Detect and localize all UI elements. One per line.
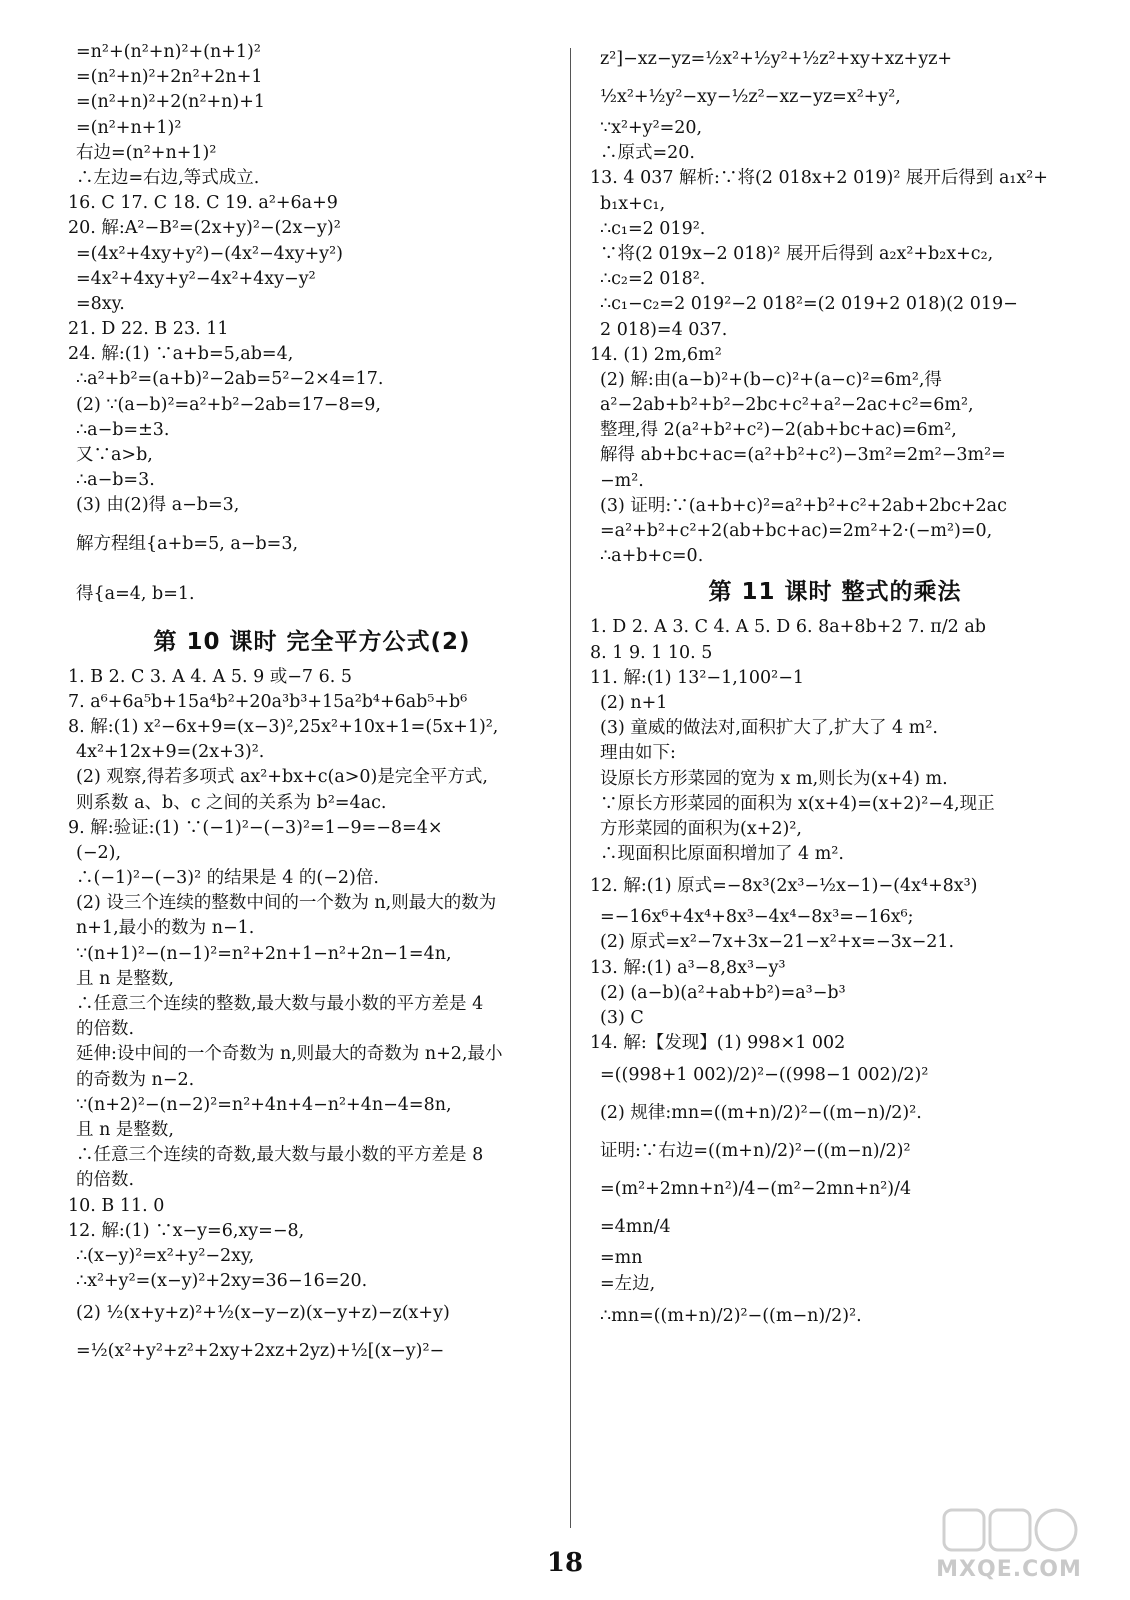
text-line: ∴a−b=3. — [76, 470, 155, 491]
text-line: 14. 解:【发现】(1) 998×1 002 — [590, 1033, 846, 1054]
text-line: ∴左边=右边,等式成立. — [76, 167, 260, 188]
text-line: 又∵a>b, — [76, 445, 153, 465]
text-line: ∴原式=20. — [600, 143, 695, 164]
text-line: 得{a=4, b=1. — [76, 583, 195, 604]
left-block-2 — [68, 665, 556, 1371]
text-line: 11. 解:(1) 13²−1,100²−1 — [590, 667, 804, 688]
text-line: (3) C — [600, 1008, 644, 1028]
text-line: (2) 设三个连续的整数中间的一个数为 n,则最大的数为 — [76, 893, 497, 914]
text-line: ∴a+b+c=0. — [600, 546, 704, 567]
text-line: =(n²+n+1)² — [76, 117, 182, 138]
text-line: 1. D 2. A 3. C 4. A 5. D 6. 8a+8b+2 7. π/2 ab — [590, 617, 987, 638]
text-line: (3) 童威的做法对,面积扩大了,扩大了 4 m². — [600, 718, 938, 739]
text-line: 9. 解:验证:(1) ∵(−1)²−(−3)²=1−9=−8=4× — [68, 817, 443, 838]
text-line: 12. 解:(1) ∵x−y=6,xy=−8, — [68, 1220, 305, 1241]
text-line: =4x²+4xy+y²−4x²+4xy−y² — [76, 268, 316, 289]
text-line: 24. 解:(1) ∵a+b=5,ab=4, — [68, 344, 294, 365]
column-divider — [570, 48, 571, 1528]
text-line: n+1,最小的数为 n−1. — [76, 918, 255, 939]
text-line: 理由如下: — [600, 743, 676, 764]
text-line: 解方程组{a+b=5, a−b=3, — [76, 533, 299, 554]
text-line: (2) ∵(a−b)²=a²+b²−2ab=17−8=9, — [76, 394, 381, 415]
text-line: ∴c₁−c₂=2 019²−2 018²=(2 019+2 018)(2 019− — [600, 294, 1018, 315]
text-line: −m². — [600, 470, 644, 491]
text-line: 12. 解:(1) 原式=−8x³(2x³−½x−1)−(4x⁴+8x³) — [590, 876, 978, 897]
text-line: (2) 原式=x²−7x+3x−21−x²+x=−3x−21. — [600, 932, 955, 953]
section-heading: 第 11 课时 整式的乘法 — [708, 579, 962, 606]
text-line: ∴现面积比原面积增加了 4 m². — [600, 844, 844, 865]
page-number: 18 — [546, 1548, 584, 1578]
section-heading: 第 10 课时 完全平方公式(2) — [153, 628, 471, 655]
watermark-icon — [914, 1502, 1104, 1562]
text-line: 设原长方形菜园的宽为 x m,则长为(x+4) m. — [600, 768, 948, 789]
text-line: 方形菜园的面积为(x+2)², — [600, 818, 802, 839]
text-line: =4mn/4 — [600, 1217, 671, 1238]
text-line: 证明:∵右边=((m+n)/2)²−((m−n)/2)² — [600, 1141, 911, 1162]
text-line: ∴x²+y²=(x−y)²+2xy=36−16=20. — [76, 1271, 368, 1292]
text-line: 8. 解:(1) x²−6x+9=(x−3)²,25x²+10x+1=(5x+1)², — [68, 716, 499, 737]
text-line: =a²+b²+c²+2(ab+bc+ac)=2m²+2·(−m²)=0, — [600, 521, 993, 541]
left-column — [68, 40, 556, 1370]
text-line: (2) (a−b)(a²+ab+b²)=a³−b³ — [600, 982, 846, 1003]
text-line: (2) n+1 — [600, 692, 668, 713]
right-block-2 — [590, 615, 1080, 1334]
text-line: ∵(n+1)²−(n−1)²=n²+2n+1−n²+2n−1=4n, — [76, 943, 452, 964]
text-line: 延伸:设中间的一个奇数为 n,则最大的奇数为 n+2,最小 — [76, 1044, 503, 1065]
text-line: 13. 解:(1) a³−8,8x³−y³ — [590, 957, 786, 978]
text-line: 的倍数. — [76, 1170, 135, 1191]
text-line: =左边, — [600, 1273, 656, 1294]
text-line: =((998+1 002)/2)²−((998−1 002)/2)² — [600, 1065, 929, 1086]
text-line: ∴c₁=2 019². — [600, 218, 706, 239]
text-line: (2) 规律:mn=((m+n)/2)²−((m−n)/2)². — [600, 1103, 922, 1124]
text-line: 且 n 是整数, — [76, 968, 174, 989]
text-line: 解得 ab+bc+ac=(a²+b²+c²)−3m²=2m²−3m²= — [600, 445, 1006, 466]
text-line: 20. 解:A²−B²=(2x+y)²−(2x−y)² — [68, 218, 341, 239]
text-line: =mn — [600, 1248, 643, 1269]
text-line: b₁x+c₁, — [600, 193, 666, 214]
text-line: 7. a⁶+6a⁵b+15a⁴b²+20a³b³+15a²b⁴+6ab⁵+b⁶ — [68, 691, 468, 712]
text-line: ∵(n+2)²−(n−2)²=n²+4n+4−n²+4n−4=8n, — [76, 1094, 452, 1115]
text-line: ∴a²+b²=(a+b)²−2ab=5²−2×4=17. — [76, 369, 384, 390]
text-line: ∴(−1)²−(−3)² 的结果是 4 的(−2)倍. — [76, 868, 379, 889]
text-line: ∵原长方形菜园的面积为 x(x+4)=(x+2)²−4,现正 — [600, 793, 995, 814]
text-line: ∴c₂=2 018². — [600, 269, 706, 290]
text-line: 4x²+12x+9=(2x+3)². — [76, 742, 265, 763]
text-line: ∴任意三个连续的整数,最大数与最小数的平方差是 4 — [76, 994, 484, 1014]
text-line: =(n²+n)²+2n²+2n+1 — [76, 67, 263, 88]
text-line: (2) 解:由(a−b)²+(b−c)²+(a−c)²=6m²,得 — [600, 369, 942, 390]
text-line: (−2), — [76, 842, 122, 863]
text-line: =−16x⁶+4x⁴+8x³−4x⁴−8x³=−16x⁶; — [600, 907, 914, 928]
text-line: =(4x²+4xy+y²)−(4x²−4xy+y²) — [76, 243, 343, 264]
text-line: 13. 4 037 解析:∵将(2 018x+2 019)² 展开后得到 a₁x²+ — [590, 168, 1048, 189]
text-line: ∴mn=((m+n)/2)²−((m−n)/2)². — [600, 1305, 862, 1326]
text-line: 1. B 2. C 3. A 4. A 5. 9 或−7 6. 5 — [68, 666, 353, 687]
text-line: 8. 1 9. 1 10. 5 — [590, 642, 713, 663]
right-block-1 — [590, 40, 1080, 569]
text-line: ∴a−b=±3. — [76, 419, 170, 440]
text-line: ½x²+½y²−xy−½z²−xz−yz=x²+y², — [600, 87, 901, 107]
watermark-text: MXQE.COM — [936, 1557, 1082, 1582]
text-line: (3) 证明:∵(a+b+c)²=a²+b²+c²+2ab+2bc+2ac — [600, 495, 1007, 516]
right-column — [590, 40, 1080, 1335]
text-line: =(m²+2mn+n²)/4−(m²−2mn+n²)/4 — [600, 1179, 912, 1200]
text-line: 14. (1) 2m,6m² — [590, 344, 722, 365]
text-line: =(n²+n)²+2(n²+n)+1 — [76, 92, 266, 113]
text-line: a²−2ab+b²+b²−2bc+c²+a²−2ac+c²=6m², — [600, 395, 974, 416]
text-line: (2) 观察,得若多项式 ax²+bx+c(a>0)是完全平方式, — [76, 767, 488, 788]
text-line: ∴任意三个连续的奇数,最大数与最小数的平方差是 8 — [76, 1145, 484, 1166]
text-line: 右边=(n²+n+1)² — [76, 142, 217, 163]
text-line: 且 n 是整数, — [76, 1119, 174, 1140]
text-line: (3) 由(2)得 a−b=3, — [76, 495, 240, 516]
text-line: 2 018)=4 037. — [600, 319, 728, 340]
text-line: ∵x²+y²=20, — [600, 118, 703, 138]
text-line: =n²+(n²+n)²+(n+1)² — [76, 42, 261, 62]
text-line: =8xy. — [76, 293, 125, 314]
text-line: 整理,得 2(a²+b²+c²)−2(ab+bc+ac)=6m², — [600, 420, 957, 441]
text-line: (2) ½(x+y+z)²+½(x−y−z)(x−y+z)−z(x+y) — [76, 1303, 450, 1324]
text-line: 16. C 17. C 18. C 19. a²+6a+9 — [68, 193, 338, 214]
text-line: 的奇数为 n−2. — [76, 1069, 195, 1090]
text-line: 10. B 11. 0 — [68, 1195, 165, 1216]
text-line: =½(x²+y²+z²+2xy+2xz+2yz)+½[(x−y)²− — [76, 1341, 445, 1362]
text-line: 则系数 a、b、c 之间的关系为 b²=4ac. — [76, 792, 387, 813]
left-block-1 — [68, 40, 556, 619]
text-line: ∵将(2 019x−2 018)² 展开后得到 a₂x²+b₂x+c₂, — [600, 243, 994, 264]
watermark-logo — [914, 1502, 1104, 1582]
text-line: z²]−xz−yz=½x²+½y²+½z²+xy+xz+yz+ — [600, 49, 953, 69]
text-line: ∴(x−y)²=x²+y²−2xy, — [76, 1245, 255, 1266]
text-line: 的倍数. — [76, 1019, 135, 1040]
text-line: 21. D 22. B 23. 11 — [68, 319, 229, 340]
